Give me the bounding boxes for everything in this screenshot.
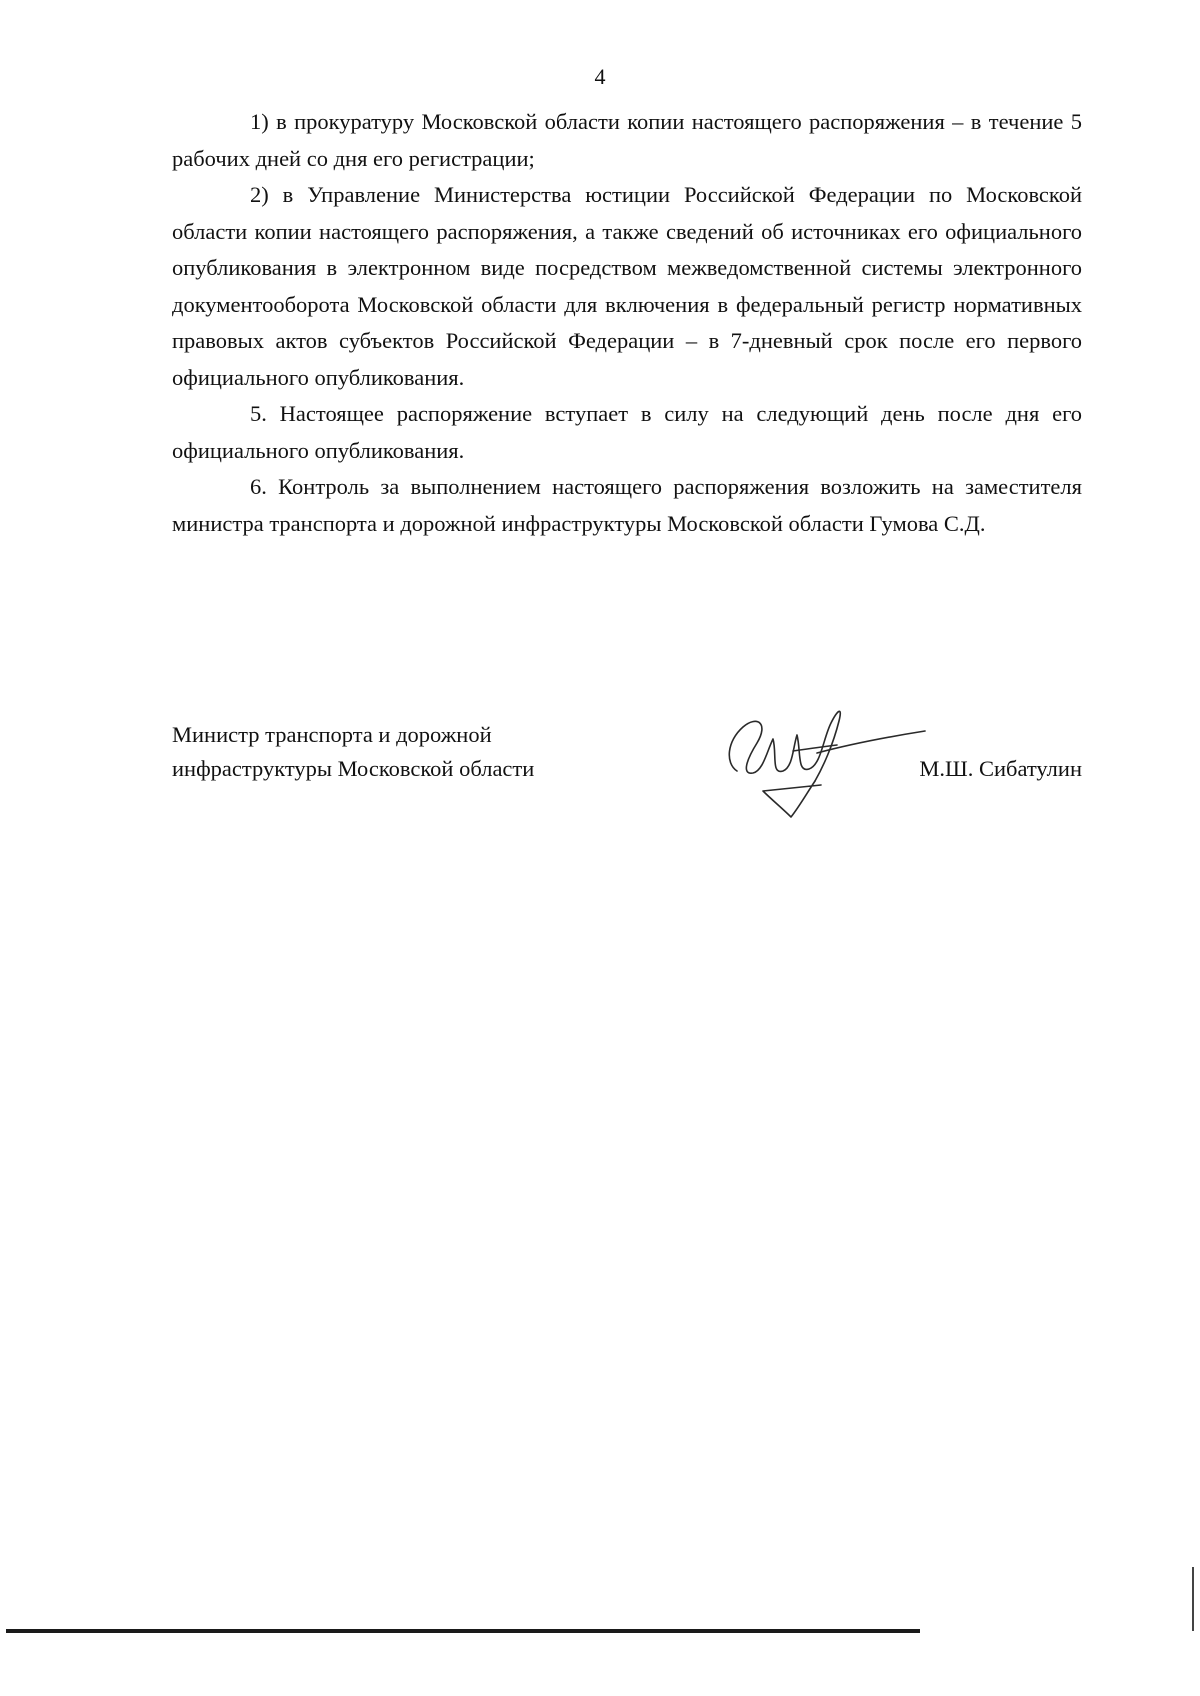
signatory-name: М.Ш. Сибатулин: [919, 756, 1082, 781]
page-number: 4: [594, 64, 606, 89]
signatory-title: [172, 718, 534, 786]
paragraph-justice-ministry: 2) в Управление Министерства юстиции Российской Федерации по Московской области копии настоящего распоряжения, а также сведений об источниках его официального опубликования в электронном виде посредством межведомственной системы электронного документооборота Московской области для включения в федеральный регистр нормативных правовых актов субъектов Российской Федерации – в 7-дневный срок после его первого официального опубликования.: [172, 182, 1082, 390]
handwritten-signature: [697, 693, 927, 823]
signatory-title-line-2: инфраструктуры Московской области: [172, 756, 535, 781]
bottom-scan-line: [6, 1629, 920, 1633]
paragraph-control: 6. Контроль за выполнением настоящего распоряжения возложить на заместителя министра транспорта и дорожной инфраструктуры Московской области Гумова С.Д.: [172, 474, 1082, 536]
paragraph-effective-date: 5. Настоящее распоряжение вступает в силу на следующий день после дня его официального опубликования.: [172, 401, 1082, 463]
document-body: [172, 104, 1082, 542]
right-edge-scan-mark: [1192, 1567, 1194, 1631]
signature-block: [172, 718, 1082, 828]
signatory-title-line-1: Министр транспорта и дорожной: [172, 722, 492, 747]
paragraph-prosecutor: 1) в прокуратуру Московской области копии настоящего распоряжения – в течение 5 рабочих дней со дня его регистрации;: [172, 109, 1082, 171]
